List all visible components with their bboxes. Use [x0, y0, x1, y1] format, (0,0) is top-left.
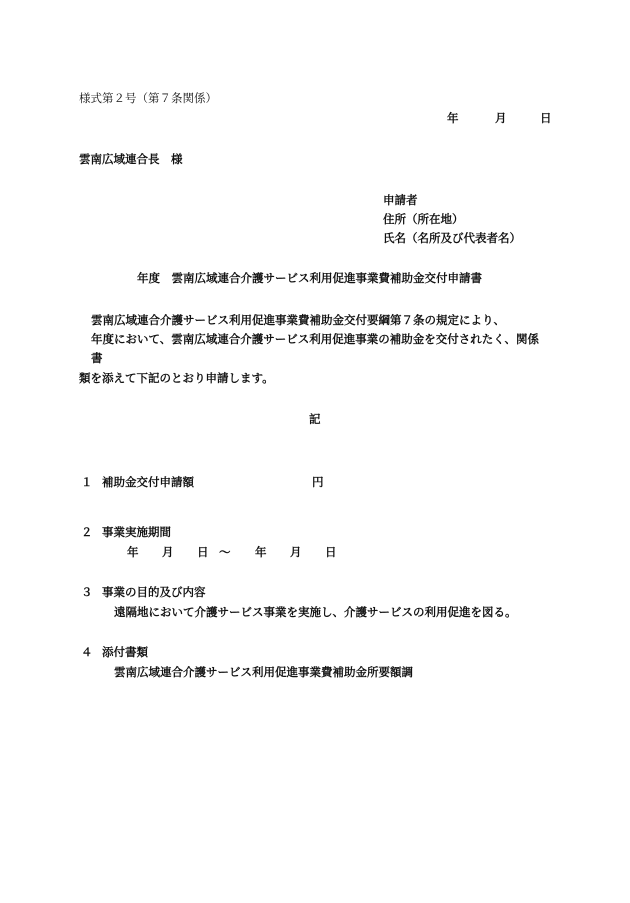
period-day-start: 日 — [197, 545, 209, 559]
period-year-start: 年 — [127, 545, 139, 559]
item-2-label: 事業実施期間 — [102, 525, 171, 539]
item-4-number: ４ — [81, 645, 93, 659]
period-year-end: 年 — [255, 545, 267, 559]
body-line-4: 類を添えて下記のとおり申請します。 — [79, 371, 274, 385]
period-tilde: ～ — [219, 545, 231, 559]
item-4-label: 添付書類 — [102, 645, 148, 659]
item-1-number: １ — [81, 475, 93, 489]
applicant-label: 申請者 — [383, 193, 418, 207]
date-year: 年 — [447, 111, 459, 125]
ki-heading: 記 — [309, 412, 321, 426]
item-2-number: ２ — [81, 525, 93, 539]
period-day-end: 日 — [325, 545, 337, 559]
item-3-label: 事業の目的及び内容 — [102, 585, 206, 599]
item-1-unit: 円 — [312, 475, 324, 489]
body-line-1: 雲南広域連合介護サービス利用促進事業費補助金交付要綱第７条の規定により、 — [91, 313, 505, 327]
form-label: 様式第２号（第７条関係） — [79, 91, 217, 105]
item-3-content: 遠隔地において介護サービス事業を実施し、介護サービスの利用促進を図る。 — [114, 605, 517, 619]
applicant-address: 住所（所在地） — [383, 212, 464, 226]
item-1-label: 補助金交付申請額 — [102, 475, 194, 489]
date-day: 日 — [540, 111, 552, 125]
date-month: 月 — [495, 111, 507, 125]
period-month-start: 月 — [162, 545, 174, 559]
body-line-3: 書 — [91, 351, 103, 365]
period-month-end: 月 — [290, 545, 302, 559]
item-4-content: 雲南広域連合介護サービス利用促進事業費補助金所要額調 — [114, 665, 413, 679]
addressee: 雲南広域連合長 様 — [79, 152, 183, 166]
document-title: 年度 雲南広域連合介護サービス利用促進事業費補助金交付申請書 — [137, 271, 482, 285]
body-line-2: 年度において、雲南広域連合介護サービス利用促進事業の補助金を交付されたく、関係 — [91, 332, 540, 346]
item-3-number: ３ — [81, 585, 93, 599]
applicant-name: 氏名（名所及び代表者名） — [383, 231, 521, 245]
